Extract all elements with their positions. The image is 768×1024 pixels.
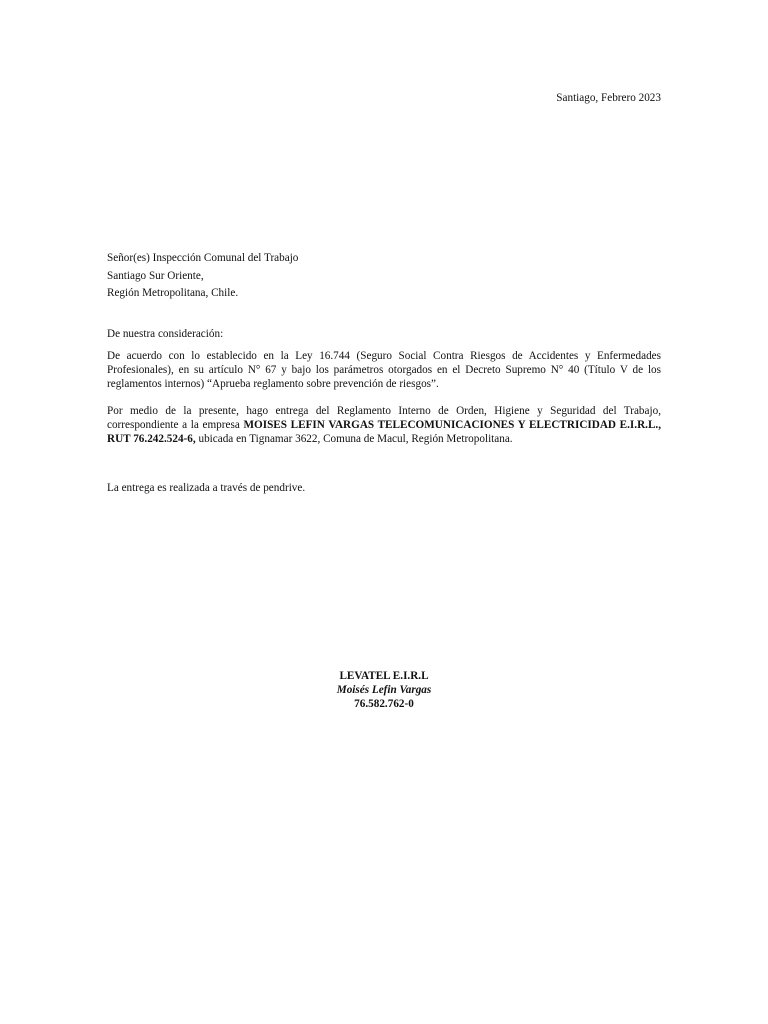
addressee-line-2: Santiago Sur Oriente, — [107, 269, 204, 282]
signature-rut: 76.582.762-0 — [354, 698, 414, 710]
paragraph-law-reference: De acuerdo con lo establecido en la Ley 16.744 (Seguro Social Contra Riesgos de Accidentes y Enfermedades Profesionales), en su artículo N° 67 y bajo los parámetros otorgados en el Decreto Supremo N° 40 (Título V de los reglamentos internos) “Aprueba reglamento sobre prevención de riesgos”. — [107, 350, 661, 390]
company-name-rut: MOISES LEFIN VARGAS TELECOMUNICACIONES Y ELECTRICIDAD E.I.R.L., RUT 76.242.524-6, — [107, 419, 662, 445]
letter-date: Santiago, Febrero 2023 — [556, 92, 661, 104]
paragraph-text-after: ubicada en Tignamar 3622, Comuna de Macul, Región Metropolitana. — [195, 433, 513, 445]
signature-block — [0, 669, 768, 711]
delivery-note: La entrega es realizada a través de pendrive. — [107, 482, 306, 494]
paragraph-delivery-statement — [107, 404, 661, 446]
paragraph-text-before: Por medio de la presente, hago entrega del Reglamento Interno de Orden, Higiene y Seguridad del Trabajo, correspondiente a la empresa — [107, 405, 661, 431]
addressee-block — [107, 250, 298, 303]
addressee-line-3: Región Metropolitana, Chile. — [107, 287, 239, 299]
addressee-line-1: Señor(es) Inspección Comunal del Trabajo — [107, 252, 299, 264]
signature-company: LEVATEL E.I.R.L — [339, 670, 429, 682]
greeting: De nuestra consideración: — [107, 328, 224, 340]
signature-name: Moisés Lefin Vargas — [336, 684, 432, 696]
